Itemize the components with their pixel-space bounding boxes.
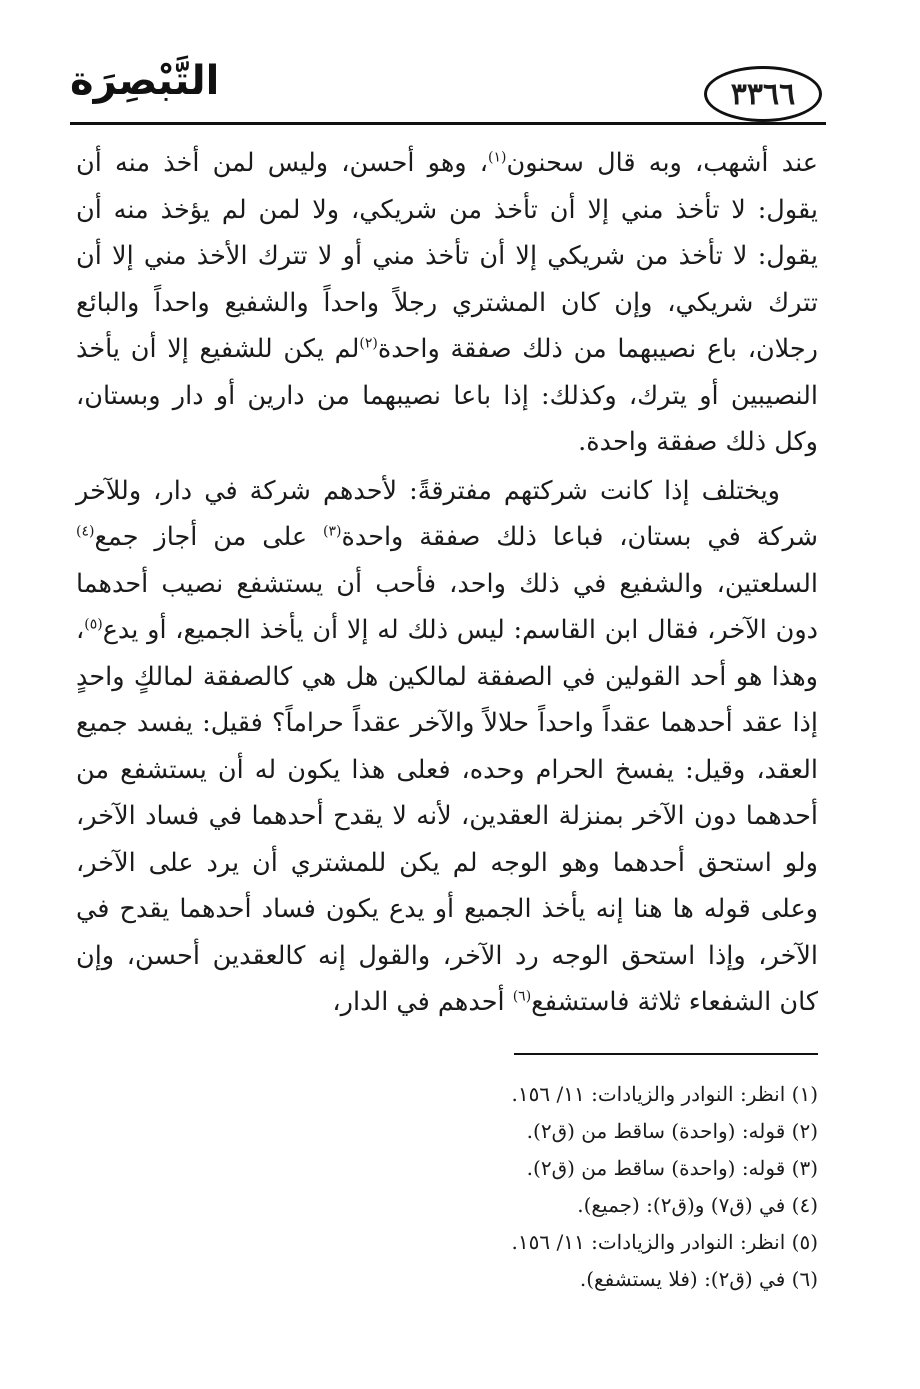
- text-segment: على من أجاز جمع: [94, 522, 323, 552]
- text-segment: ، وهذا هو أحد القولين في الصفقة لمالكين هل هي كالصفقة لمالكٍ واحدٍ إذا عقد أحدهما عقداً واحداً حلالاً والآخر عقداً حراماً؟ فقيل: يفسد جميع العقد، وقيل: يفسخ الحرام وحده، فعلى هذا يكون له أن يستشفع من أحدهما دون الآخر بمنزلة العقدين، لأنه لا يقدح أحدهما في فساد الآخر، ولو استحق أحدهما وهو الوجه لم يكن للمشتري أن يرد على الآخر، وعلى قوله ها هنا إنه يأخذ الجميع أو يدع يكون فساد أحدهما يقدح في الآخر، وإذا استحق الوجه رد الآخر، والقول إنه كالعقدين أحسن، وإن كان الشفعاء ثلاثة فاستشفع: [76, 615, 818, 1017]
- header-rule: [70, 122, 826, 125]
- footnote-ref: (٥): [84, 616, 103, 633]
- footnote-5: (٥) انظر: النوادر والزيادات: ١١/ ١٥٦.: [511, 1230, 818, 1254]
- text-segment: ، وهو أحسن، وليس لمن أخذ منه أن يقول: لا تأخذ مني إلا أن تأخذ من شريكي، ولا لمن لم يؤخذ منه أن يقول: لا تأخذ من شريكي إلا أن تأخذ مني أو لا تترك الأخذ مني إلا أن تترك شريكي، وإن كان المشتري رجلاً واحداً والشفيع واحداً والبائع رجلان، باع نصيبهما من ذلك صفقة واحدة: [76, 148, 818, 364]
- text-segment: أحدهم في الدار،: [332, 987, 513, 1017]
- footnote-ref: (٣): [322, 523, 342, 540]
- footnote-separator: [514, 1053, 818, 1055]
- main-text: [76, 140, 818, 1026]
- book-title: التَّبْصِرَة: [70, 58, 220, 104]
- footnote-3: (٣) قوله: (واحدة) ساقط من (ق٢).: [526, 1156, 818, 1180]
- page-number: ٣٣٦٦: [730, 76, 796, 112]
- page-header: [70, 50, 826, 130]
- footnote-ref: (٤): [76, 523, 95, 540]
- paragraph: [76, 468, 818, 1026]
- text-segment: ويختلف إذا كانت شركتهم مفترقةً: لأحدهم شركة في دار، وللآخر شركة في بستان، فباعا ذلك صفقة واحدة: [76, 475, 818, 552]
- page-number-badge: [704, 66, 822, 122]
- footnote-1: (١) انظر: النوادر والزيادات: ١١/ ١٥٦.: [511, 1082, 818, 1106]
- footnote-6: (٦) في (ق٢): (فلا يستشفع).: [579, 1267, 818, 1291]
- footnote-4: (٤) في (ق٧) و(ق٢): (جميع).: [577, 1193, 818, 1217]
- footnote-ref: (٢): [359, 335, 378, 352]
- footnotes: [76, 1076, 818, 1298]
- footnote-2: (٢) قوله: (واحدة) ساقط من (ق٢).: [526, 1119, 818, 1143]
- text-segment: السلعتين، والشفيع في ذلك واحد، فأحب أن يستشفع نصيب أحدهما دون الآخر، فقال ابن القاسم: ليس ذلك له إلا أن يأخذ الجميع، أو يدع: [76, 568, 818, 645]
- text-segment: لم يكن للشفيع إلا أن يأخذ النصيبين أو يترك، وكذلك: إذا باعا نصيبهما من دارين أو دار وبستان، وكل ذلك صفقة واحدة.: [76, 334, 818, 457]
- footnote-ref: (٦): [512, 988, 532, 1005]
- paragraph: [76, 140, 818, 466]
- footnote-ref: (١): [488, 149, 507, 166]
- text-segment: عند أشهب، وبه قال سحنون: [506, 148, 818, 178]
